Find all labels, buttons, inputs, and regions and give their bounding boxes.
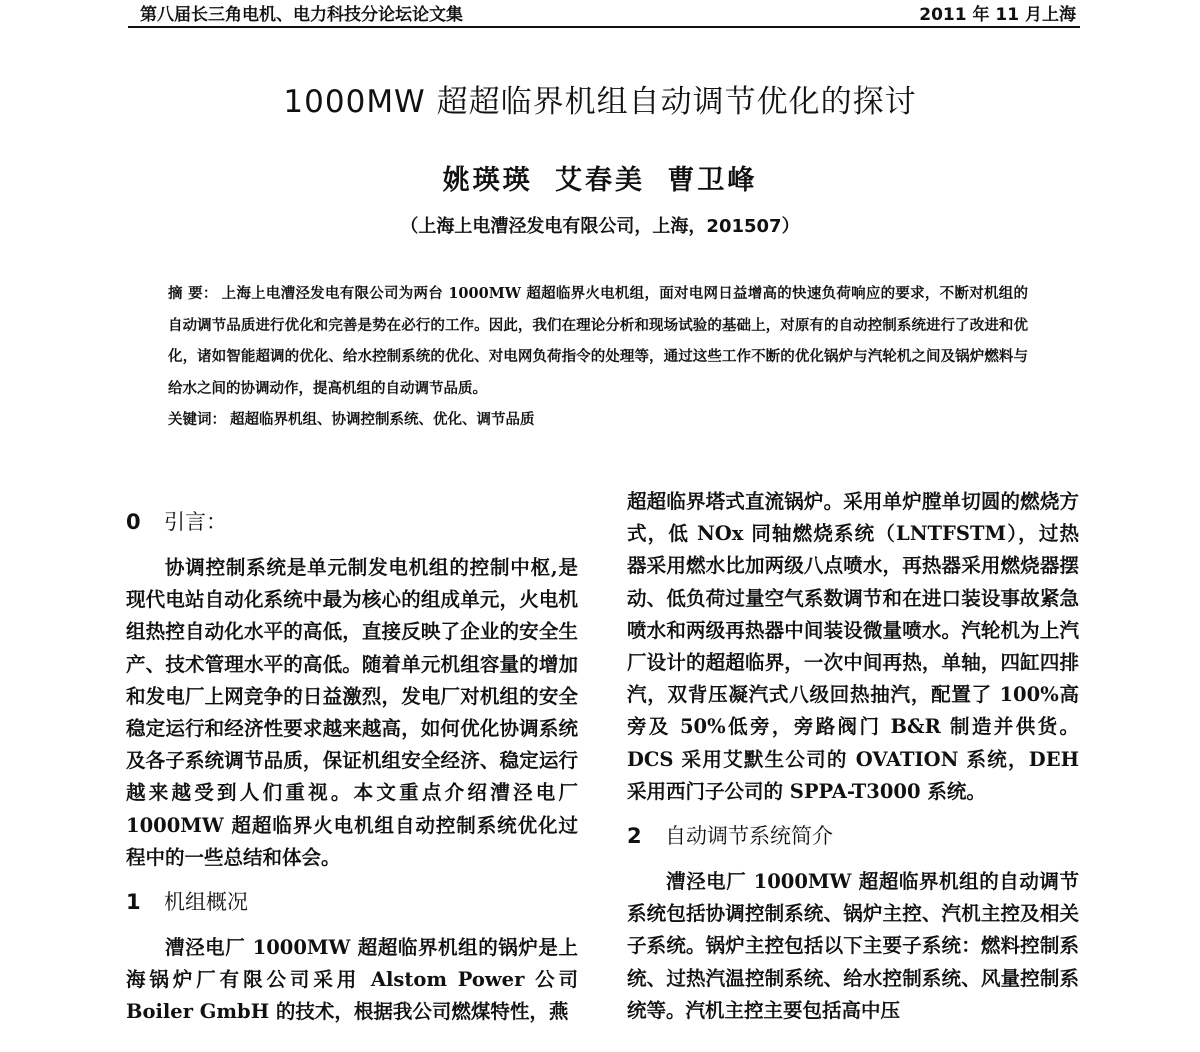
abstract-label: 摘 要： [168, 285, 218, 302]
proceedings-title: 第八届长三角电机、电力科技分论坛论文集 [140, 5, 463, 25]
unit-overview-paragraph-start: 漕泾电厂 1000MW 超超临界机组的锅炉是上海锅炉厂有限公司采用 Alstom Power 公司 Boiler GmbH 的技术，根据我公司燃煤特性，燕 [126, 936, 578, 1024]
date-place: 2011 年 11 月上海 [919, 5, 1076, 25]
keywords-label: 关键词： [168, 411, 226, 428]
auto-control-paragraph: 漕泾电厂 1000MW 超超临界机组的自动调节系统包括协调控制系统、锅炉主控、汽机主控及相关子系统。锅炉主控包括以下主要子系统：燃料控制系统、过热汽温控制系统、给水控制系统、风量控制系统等。汽机主控主要包括高中压 [627, 870, 1079, 1022]
section-heading-unit-overview [126, 886, 578, 918]
introduction-paragraph: 协调控制系统是单元制发电机组的控制中枢,是现代电站自动化系统中最为核心的组成单元，火电机组热控自动化水平的高低，直接反映了企业的安全生产、技术管理水平的高低。随着单元机组容量的增加和发电厂上网竞争的日益激烈，发电厂对机组的安全稳定运行和经济性要求越来越高，如何优化协调系统及各子系统调节品质，保证机组安全经济、稳定运行越来越受到人们重视。本文重点介绍漕泾电厂 1000MW 超超临界火电机组自动控制系统优化过程中的一些总结和体会。 [126, 556, 578, 869]
paper-authors: 姚瑛瑛 艾春美 曹卫峰 [442, 165, 758, 196]
section-title: 引言： [164, 510, 227, 534]
keywords [168, 404, 1028, 436]
paper-title: 1000MW 超超临界机组自动调节优化的探讨 [283, 84, 917, 120]
abstract-block [168, 278, 1028, 436]
right-column [627, 486, 1079, 1027]
section-number: 1 [126, 890, 141, 915]
section-number: 2 [627, 824, 642, 849]
keywords-text: 超超临界机组、协调控制系统、优化、调节品质 [230, 411, 535, 428]
section-heading-introduction [126, 506, 578, 538]
section-title: 自动调节系统简介 [665, 824, 833, 849]
abstract [168, 278, 1028, 404]
left-column [126, 506, 578, 1029]
abstract-text: 上海上电漕泾发电有限公司为两台 1000MW 超超临界火电机组，面对电网日益增高的快速负荷响应的要求，不断对机组的自动调节品质进行优化和完善是势在必行的工作。因此，我们在理论分析和现场试验的基础上，对原有的自动控制系统进行了改进和优化，诸如智能超调的优化、给水控制系统的优化、对电网负荷指令的处理等，通过这些工作不断的优化锅炉与汽轮机之间及锅炉燃料与给水之间的协调动作，提高机组的自动调节品质。 [168, 285, 1028, 397]
unit-overview-paragraph-continued: 超超临界塔式直流锅炉。采用单炉膛单切圆的燃烧方式，低 NOx 同轴燃烧系统（LNTFSTM），过热器采用燃水比加两级八点喷水，再热器采用燃烧器摆动、低负荷过量空气系数调节和在进口装设事故紧急喷水和两级再热器中间装设微量喷水。汽轮机为上汽厂设计的超超临界，一次中间再热，单轴，四缸四排汽，双背压凝汽式八级回热抽汽，配置了 100%高旁及 50%低旁，旁路阀门 B&R 制造并供货。DCS 采用艾默生公司的 OVATION 系统，DEH 采用西门子公司的 SPPA-T3000 系统。 [627, 490, 1079, 803]
section-number: 0 [126, 510, 141, 534]
running-header [128, 0, 1080, 28]
section-heading-auto-control [627, 820, 1079, 852]
paper-affiliation: （上海上电漕泾发电有限公司，上海，201507） [400, 216, 800, 237]
section-title: 机组概况 [164, 890, 248, 915]
